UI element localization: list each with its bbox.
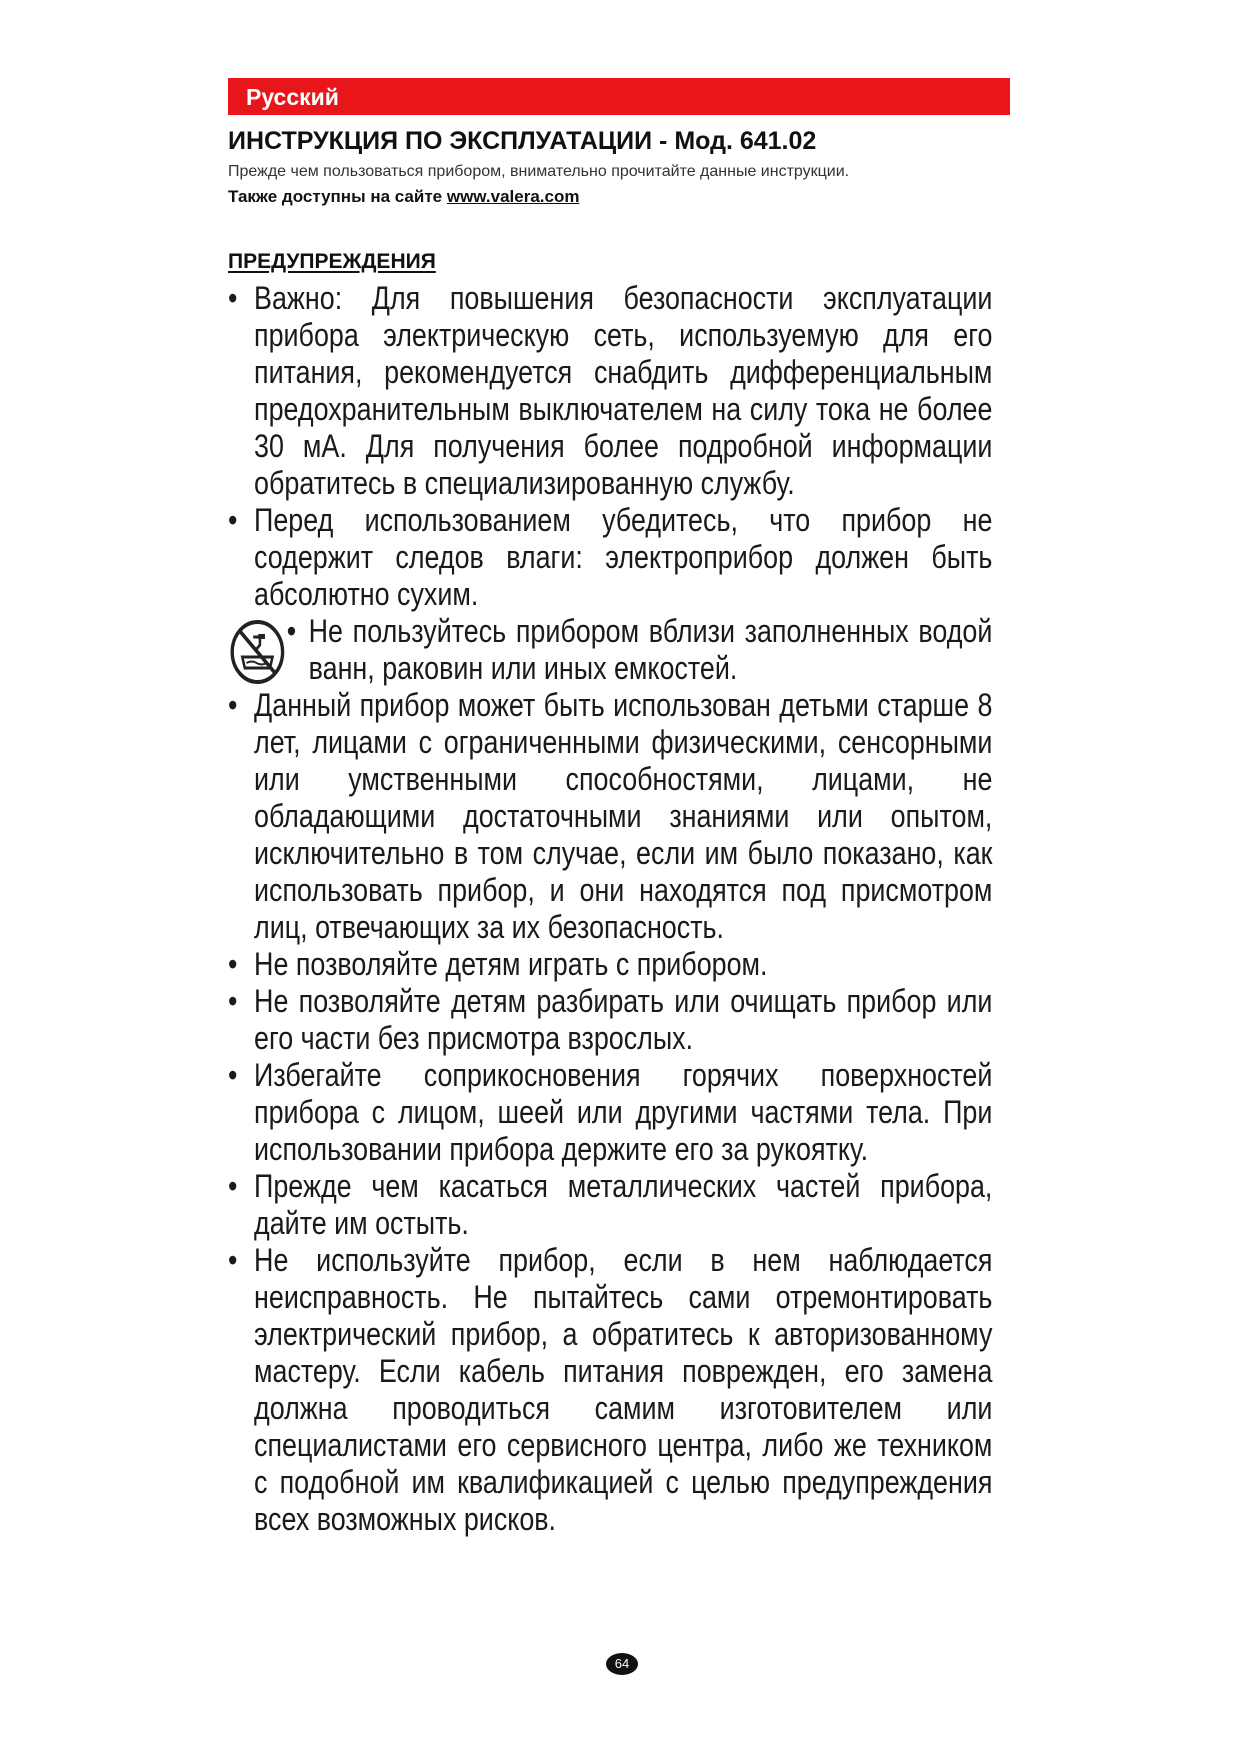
bullet: • bbox=[228, 1242, 238, 1278]
warning-text: Перед использованием убедитесь, что прибор не содержит следов влаги: электроприбор должен быть абсолютно сухим. bbox=[254, 502, 993, 612]
language-label: Русский bbox=[246, 84, 339, 110]
page-number: 64 bbox=[606, 1653, 638, 1675]
bullet: • bbox=[286, 613, 297, 649]
warnings-list bbox=[228, 280, 993, 1538]
no-bathtub-water-icon bbox=[228, 617, 287, 687]
warning-item bbox=[228, 1242, 992, 1538]
bullet: • bbox=[228, 1057, 238, 1093]
warning-text: Не используйте прибор, если в нем наблюдается неисправность. Не пытайтесь сами отремонтировать электрический прибор, а обратитесь к авторизованному мастеру. Если кабель питания поврежден, его замена должна проводиться самим изготовителем или специалистами его сервисного центра, либо же техником с подобной им квалификацией с целью предупреждения всех возможных рисков. bbox=[254, 1242, 993, 1537]
warning-text: Не позволяйте детям разбирать или очищать прибор или его части без присмотра взрослых. bbox=[254, 983, 993, 1056]
bullet: • bbox=[228, 280, 238, 316]
warning-text: Прежде чем касаться металлических частей прибора, дайте им остыть. bbox=[254, 1168, 993, 1241]
warning-text: Не пользуйтесь прибором вблизи заполненных водой ванн, раковин или иных емкостей. bbox=[308, 613, 993, 686]
intro-text: Прежде чем пользоваться прибором, внимательно прочитайте данные инструкции. bbox=[228, 163, 850, 180]
website-prefix: Также доступны на сайте bbox=[228, 187, 443, 206]
bullet: • bbox=[228, 946, 238, 982]
warning-item bbox=[228, 502, 992, 613]
document-title: ИНСТРУКЦИЯ ПО ЭКСПЛУАТАЦИИ - Мод. 641.02 bbox=[228, 127, 817, 155]
warning-text: Избегайте соприкосновения горячих поверхностей прибора с лицом, шеей или другими частями тела. При использовании прибора держите его за рукоятку. bbox=[254, 1057, 993, 1167]
language-bar bbox=[228, 78, 1010, 115]
bullet: • bbox=[228, 502, 238, 538]
warning-item bbox=[228, 946, 992, 983]
website-line bbox=[228, 186, 579, 208]
warning-text: Данный прибор может быть использован детьми старше 8 лет, лицами с ограниченными физическими, сенсорными или умственными способностями, лицами, не обладающими достаточными знаниями или опытом, исключительно в том случае, если им было показано, как использовать прибор, и они находятся под присмотром лиц, отвечающих за их безопасность. bbox=[254, 687, 993, 945]
warning-text: Не позволяйте детям играть с прибором. bbox=[254, 946, 768, 982]
warning-item bbox=[228, 1168, 992, 1242]
warning-item bbox=[228, 280, 992, 502]
warning-item bbox=[228, 613, 992, 687]
bullet: • bbox=[228, 983, 238, 1019]
warning-item bbox=[228, 983, 992, 1057]
warning-item bbox=[228, 1057, 992, 1168]
warning-text: Важно: Для повышения безопасности эксплуатации прибора электрическую сеть, используемую для его питания, рекомендуется снабдить дифференциальным предохранительным выключателем на силу тока не более 30 мА. Для получения более подробной информации обратитесь в специализированную службу. bbox=[254, 280, 993, 501]
bullet: • bbox=[228, 687, 238, 723]
website-link[interactable]: www.valera.com bbox=[446, 187, 580, 206]
section-title-warnings: ПРЕДУПРЕЖДЕНИЯ bbox=[228, 250, 436, 273]
warning-item bbox=[228, 687, 992, 946]
bullet: • bbox=[228, 1168, 238, 1204]
